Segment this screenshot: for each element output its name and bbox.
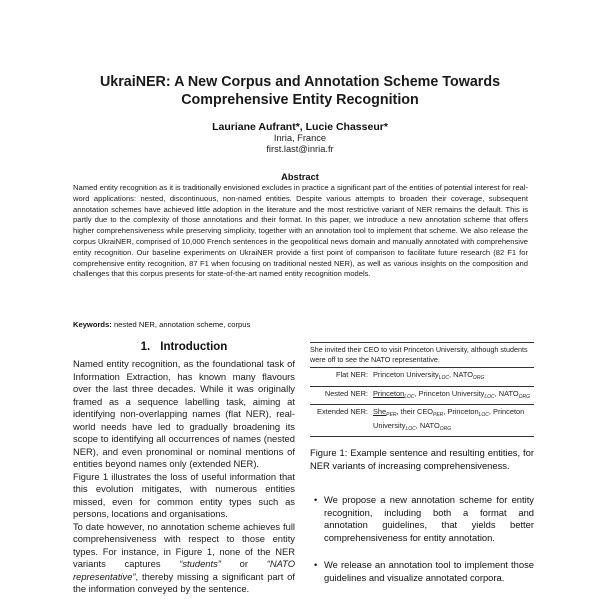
figure-1-caption: Figure 1: Example sentence and resulting entities, for NER variants of increasing comprehensiveness. xyxy=(310,447,534,471)
bullet-icon: • xyxy=(314,559,318,570)
keywords-value: nested NER, annotation scheme, corpus xyxy=(113,320,251,329)
intro-paragraph-3 xyxy=(73,521,295,596)
entity-list: She$_{PER}$, their $CEO_{PER}$, Princeton$_{LOC}$, Princeton University$_{LOC}$, $NATO_{ORG}$ xyxy=(373,407,525,432)
entity-list: Princeton University$_{LOC}$, $NATO_{ORG}$ xyxy=(373,370,485,381)
connector-text: or xyxy=(220,558,267,569)
keywords-label: Keywords: xyxy=(73,320,112,329)
entity-type-tag: LOC xyxy=(484,393,495,400)
entity-type-tag: LOC xyxy=(405,425,416,432)
entity-type-tag: PER xyxy=(433,412,444,418)
figure-row xyxy=(310,368,534,387)
entity-mention xyxy=(499,389,530,398)
entity-text: NATO xyxy=(453,370,473,379)
entity-mention xyxy=(447,407,489,416)
keywords-line xyxy=(73,320,528,330)
abstract-heading: Abstract xyxy=(281,172,319,182)
paper-authors: Lauriane Aufrant*, Lucie Chasseur* xyxy=(212,121,388,133)
bullet-icon: • xyxy=(314,494,318,505)
entity-mention xyxy=(453,370,484,379)
contribution-item xyxy=(310,559,534,584)
entity-text: Princeton University xyxy=(418,388,485,398)
entity-mention xyxy=(373,407,396,416)
ner-variant-label: Nested NER: xyxy=(324,388,368,398)
author-email: first.last@inria.fr xyxy=(266,144,334,154)
abstract-text: Named entity recognition as it is traditionally envisioned excludes in practice a significant part of the entities of potential interest for real-word applications: nested, discontinuous, non-named entities. Despite various attempts to broaden their coverage, subsequent annotation schemes have achieved little adoption in the literature and the most restrictive variant of NER remains the default. This is partly due to the complexity of those annotations and their format. In this paper, we introduce a new annotation scheme that offers higher comprehensiveness while preserving simplicity, together with an annotation tool to implement that scheme. We also release the corpus UkraiNER, comprised of 10,000 French sentences in the geopolitical news domain and manually annotated with comprehensive entity recognition. Our baseline experiments on UkraiNER provide a first point of comparison to facilitate future research (82 F1 for comprehensive entity recognition, 87 F1 when focusing on traditional nested NER), as well as various insights on the composition and challenges that this corpus presents for state-of-the-art named entity recognition models. xyxy=(73,183,528,279)
figure-rows xyxy=(310,368,534,436)
entity-type-tag: LOC xyxy=(478,412,489,418)
entity-text: Princeton xyxy=(447,407,479,416)
intro-paragraph-3-tail: , thereby missing a significant part of the information conveyed by the sentence. xyxy=(73,570,295,594)
entity-type-tag: PER xyxy=(386,412,397,418)
quote-students: “students” xyxy=(179,558,221,569)
section-heading-introduction xyxy=(73,340,295,354)
entity-text: She xyxy=(373,407,387,416)
contribution-text: We release an annotation tool to implement those guidelines and visualize annotated corpora. xyxy=(324,559,534,583)
figure-row xyxy=(310,405,534,436)
figure-row xyxy=(310,387,534,406)
intro-paragraph-2: Figure 1 illustrates the loss of useful information that this evolution mitigates, with numerous entities missed, even for common entity types such as persons, locations and organisations. xyxy=(73,470,295,519)
right-column xyxy=(310,342,534,599)
entity-text: Princeton University xyxy=(373,370,439,379)
entity-list: Princeton$_{LOC}$, Princeton University$_{LOC}$, $NATO_{ORG}$ xyxy=(373,388,530,400)
entity-type-tag: ORG xyxy=(472,375,485,381)
intro-paragraph-1: Named entity recognition, as the foundational task of Information Extraction, has known many flavours over the last three decades. While it was originally framed as a sequence labelling task, aiming at identifying non-overlapping names (flat NER), real-world needs have led to gradually broadening its scope to identifying all occurrences of names (nested NER), and even pronominal or nominal mentions of entities beyond names only (extended NER). xyxy=(73,358,295,469)
entity-text: their CEO xyxy=(400,407,433,416)
entity-mention xyxy=(401,407,444,416)
entity-text: Princeton University xyxy=(373,407,525,430)
entity-type-tag: ORG xyxy=(518,393,530,400)
quote-nato-representative: “NATO representative” xyxy=(73,558,296,582)
contribution-text: We propose a new annotation scheme for entity recognition, including both a format and annotation guidelines, that yields better comprehensiveness for entity annotation. xyxy=(324,494,534,543)
figure-1 xyxy=(310,342,534,437)
entity-type-tag: ORG xyxy=(439,425,452,432)
author-affiliation-block xyxy=(60,133,540,155)
intro-paragraph-3-text: To date however, no annotation scheme achieves full comprehensiveness with respect to those entity types. For instance, in Figure 1, none of the NER variants captures xyxy=(73,520,295,569)
ner-variant-label: Extended NER: xyxy=(317,407,368,416)
affiliation: Inria, France xyxy=(273,133,327,143)
entity-mention xyxy=(373,389,415,398)
entity-mention xyxy=(420,421,451,430)
entity-text: Princeton xyxy=(373,388,405,398)
entity-type-tag: LOC xyxy=(438,375,449,381)
entity-mention xyxy=(373,370,449,379)
section-number: 1. xyxy=(140,341,151,353)
section-title: Introduction xyxy=(160,341,228,353)
entity-type-tag: LOC xyxy=(404,393,415,400)
contribution-item xyxy=(310,494,534,544)
ner-variant-label: Flat NER: xyxy=(335,370,368,379)
entity-text: NATO xyxy=(419,420,440,430)
paper-title: UkraiNER: A New Corpus and Annotation Scheme Towards Comprehensive Entity Recognition xyxy=(99,74,501,108)
contributions-list xyxy=(310,494,534,584)
entity-mention xyxy=(419,389,495,398)
figure-example-sentence: She invited their CEO to visit Princeton University, although students were off to see the NATO representative. xyxy=(310,343,534,368)
left-column xyxy=(73,340,295,596)
entity-text: NATO xyxy=(498,388,519,398)
